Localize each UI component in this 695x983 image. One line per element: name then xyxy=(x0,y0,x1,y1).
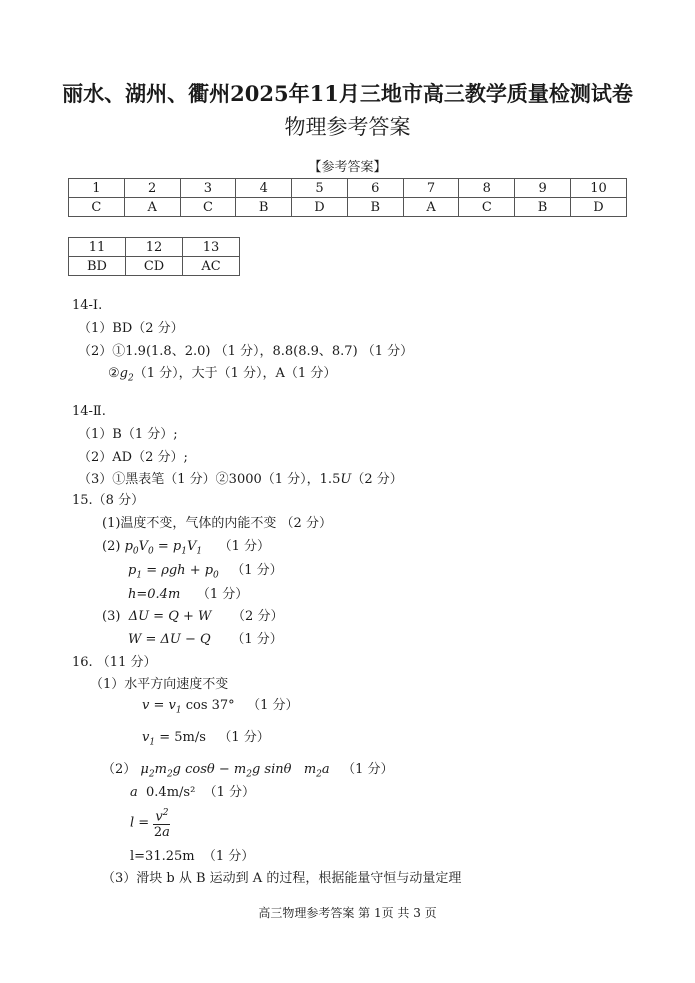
q15-part3-eq2 xyxy=(128,632,283,648)
q16-part1: （1）水平方向速度不变 xyxy=(90,677,229,692)
q14-1-part2b-text: （1 分），大于（1 分），A（1 分） xyxy=(133,366,337,381)
equation-work: W = ΔU − Q xyxy=(128,632,211,647)
question-number: 5 xyxy=(292,179,348,198)
question-number: 11 xyxy=(69,238,126,257)
section-label: 【参考答案】 xyxy=(308,160,387,175)
answer-cell: BD xyxy=(69,257,126,276)
l-symbol: l xyxy=(130,815,135,831)
answer-cell: C xyxy=(180,198,236,217)
q14-2-header: 14-Ⅱ. xyxy=(72,404,106,419)
score: （1 分） xyxy=(218,730,270,745)
question-number-row xyxy=(69,238,240,257)
q15-part2-eq2 xyxy=(128,563,283,584)
circled-two: ② xyxy=(108,366,120,381)
score: （1 分） xyxy=(196,587,249,602)
answer-cell: C xyxy=(459,198,515,217)
score: （1 分） xyxy=(231,563,283,578)
q16-part1-result xyxy=(142,730,270,751)
score: （2 分） xyxy=(232,609,284,624)
q14-2-part3-score: （2 分） xyxy=(351,472,403,487)
q16-part2-accel xyxy=(130,785,255,801)
q16-part2-length-result xyxy=(130,849,254,865)
fraction-numerator: $v^2$ xyxy=(155,808,169,825)
score: （1 分） xyxy=(202,849,255,864)
question-number: 1 xyxy=(69,179,125,198)
equation-boyle: $p_0V_0 = p_1V_1$ xyxy=(124,539,203,557)
answer-cell: D xyxy=(570,198,626,217)
question-number: 10 xyxy=(570,179,626,198)
score: （1 分） xyxy=(218,539,271,554)
page-footer: 高三物理参考答案 第 1页 共 3 页 xyxy=(258,906,437,920)
answer-row xyxy=(69,257,240,276)
q14-1-part2: （2）①1.9(1.8、2.0) （1 分），8.8(8.9、8.7) （1 分） xyxy=(78,344,414,359)
q15-part3-eq1 xyxy=(102,609,283,625)
q16-part1-eq1: $v = v_1$ cos 37° （1 分） xyxy=(142,698,299,716)
q16-part2-eq1 xyxy=(102,762,393,783)
question-number: 2 xyxy=(124,179,180,198)
v1-value: = 5m/s xyxy=(159,730,206,745)
g2-symbol: $g_2$ xyxy=(119,366,134,384)
l-value: l=31.25m xyxy=(130,849,195,864)
q14-2-part3-text: （3）①黑表笔（1 分）②3000（1 分），1.5 xyxy=(78,472,341,487)
question-number: 4 xyxy=(236,179,292,198)
fraction-v2-over-2a xyxy=(153,806,170,840)
equation-velocity: $v = v_1$ xyxy=(142,698,182,716)
h-value: h=0.4m xyxy=(128,587,181,602)
q15-header: 15.（8 分） xyxy=(72,493,145,508)
q15-part2-result xyxy=(128,587,248,603)
a-value: 0.4m/s² xyxy=(146,785,196,800)
answer-table-2 xyxy=(68,237,240,276)
question-number: 6 xyxy=(347,179,403,198)
answer-cell: B xyxy=(236,198,292,217)
q14-1-part2b xyxy=(108,366,336,387)
q14-2-part2: （2）AD（2 分）; xyxy=(78,450,188,465)
q14-1-header: 14-Ⅰ. xyxy=(72,298,103,313)
q14-2-part1: （1）B（1 分）; xyxy=(78,427,178,442)
q15-part2-label: (2) xyxy=(102,539,121,554)
answer-cell: B xyxy=(515,198,571,217)
question-number-row xyxy=(69,179,627,198)
fraction-denominator: 2a xyxy=(153,825,170,841)
answer-cell: AC xyxy=(183,257,240,276)
answer-cell: B xyxy=(347,198,403,217)
equation-pressure: $p_1 = \rho gh + p_0$ xyxy=(128,563,219,581)
question-number: 13 xyxy=(183,238,240,257)
answer-cell: A xyxy=(403,198,459,217)
page-title: 丽水、湖州、衢州2025年11月三地市高三教学质量检测试卷 xyxy=(62,81,633,106)
q16-header: 16. （11 分） xyxy=(72,655,157,670)
q16-part3: （3）滑块 b 从 B 运动到 A 的过程，根据能量守恒与动量定理 xyxy=(102,871,462,886)
q15-part1: (1)温度不变，气体的内能不变 （2 分） xyxy=(102,516,332,531)
score: （1 分） xyxy=(203,785,255,800)
question-number: 8 xyxy=(459,179,515,198)
question-number: 3 xyxy=(180,179,236,198)
question-number: 12 xyxy=(126,238,183,257)
score: （1 分） xyxy=(342,762,394,777)
u-symbol: U xyxy=(340,472,352,487)
question-number: 7 xyxy=(403,179,459,198)
score: （1 分） xyxy=(247,698,299,713)
answer-cell: D xyxy=(292,198,348,217)
q15-part3-label: (3) xyxy=(102,609,121,624)
equation-newton: $\mu_2m_2g$ $\cos\theta - m_2g$ sinθ $m_2a$ xyxy=(140,762,330,780)
q16-part2-length-formula: l = $\frac{v^2}{2a}$ xyxy=(130,808,170,841)
answer-cell: A xyxy=(124,198,180,217)
score: （1 分） xyxy=(231,632,283,647)
q15-part2-eq1 xyxy=(102,539,270,560)
answer-row xyxy=(69,198,627,217)
answer-cell: CD xyxy=(126,257,183,276)
question-number: 9 xyxy=(515,179,571,198)
answer-table-1 xyxy=(68,178,627,217)
v1-symbol: $v_1$ xyxy=(142,730,156,748)
answer-cell: C xyxy=(69,198,125,217)
q14-1-part1: （1）BD（2 分） xyxy=(78,321,184,336)
equation-first-law: ΔU = Q + W xyxy=(128,609,212,624)
a-symbol: a xyxy=(130,785,138,800)
page-subtitle: 物理参考答案 xyxy=(284,115,411,139)
q16-part2-label: （2） xyxy=(102,762,137,777)
q14-2-part3 xyxy=(78,472,403,488)
